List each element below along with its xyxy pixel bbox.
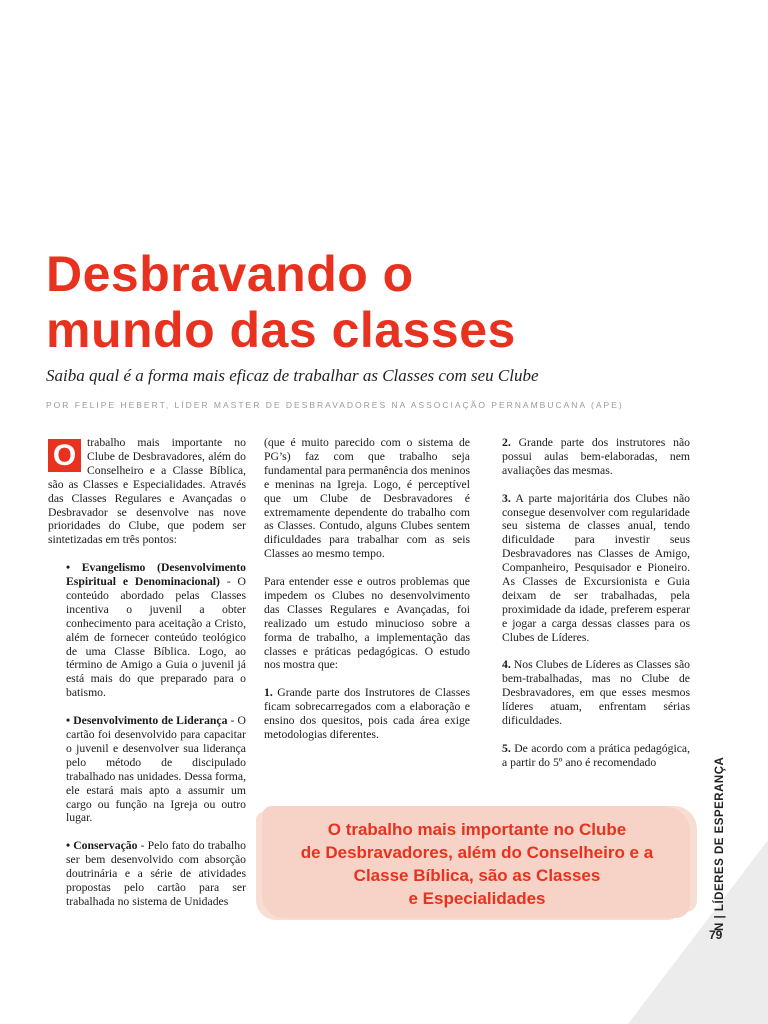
- section-label: N | LÍDERES DE ESPERANÇA: [714, 756, 726, 931]
- pull-quote: [270, 818, 684, 910]
- pull-quote-line: O trabalho mais importante no Clube: [327, 820, 627, 839]
- item-text: Grande parte dos instrutores não possui aulas bem-elaboradas, nem avaliações das mesmas.: [502, 436, 690, 477]
- column-3: [502, 436, 690, 784]
- item-number: 3.: [502, 491, 511, 505]
- author-byline: POR FELIPE HEBERT, LÍDER MASTER DE DESBRAVADORES NA ASSOCIAÇÃO PERNAMBUCANA (APE): [46, 400, 624, 410]
- bullet-heading: • Conservação: [66, 839, 138, 853]
- intro-text: trabalho mais importante no Clube de Desbravadores, além do Conselheiro e a Classe Bíblica, são as Classes e Especialidades. Através das Classes Regulares e Avançadas o Desbravador se desenvolve nas nove prioridades do Clube, que podem ser sintetizadas em três pontos:: [48, 436, 246, 547]
- item-text: Nos Clubes de Líderes as Classes são bem-trabalhadas, mas no Clube de Desbravadores, em que esses mesmos líderes atuam, enfrentam sérias dificuldades.: [502, 658, 690, 728]
- article-title: [46, 246, 706, 358]
- paragraph: Para entender esse e outros problemas que impedem os Clubes no desenvolvimento das Classes Regulares e Avançadas, foi realizado um estudo minucioso sobre a forma de trabalho, a implementação das classes e práticas pedagógicas. O estudo nos mostra que:: [264, 575, 470, 672]
- drop-cap: O: [48, 439, 81, 472]
- bullet-evangelismo: [48, 561, 246, 700]
- bullet-text: - O cartão foi desenvolvido para capacitar o juvenil e desenvolver sua liderança pelo método de discipulado trabalhado nas unidades. Dessa forma, ele estará mais apto a assumir um cargo ou função na Igreja ou outro lugar.: [66, 714, 246, 825]
- item-text: A parte majoritária dos Clubes não consegue desenvolver com regularidade seu sistema de classes anual, tendo dificuldade para investir seus Desbravadores nas Classes de Amigo, Companheiro, Pesquisador e Pioneiro. As Classes de Excursionista e Guia deixam de ser trabalhadas, pela proximidade da idade, preferem esperar e jogar a carga dessas classes para os Clubes de Líderes.: [502, 491, 690, 644]
- intro-paragraph: [48, 436, 246, 547]
- section-number: N: [714, 922, 726, 931]
- section-name: LÍDERES DE ESPERANÇA: [714, 756, 726, 912]
- numbered-item-1: [264, 686, 470, 742]
- article-subtitle: Saiba qual é a forma mais eficaz de trabalhar as Classes com seu Clube: [46, 366, 539, 385]
- title-line-2: mundo das classes: [46, 302, 516, 358]
- bullet-text: - Pelo fato do trabalho ser bem desenvolvido com absorção doutrinária e a série de atividades propostas pelo cartão para ser trabalhada no sistema de Unidades: [66, 839, 246, 908]
- numbered-item-4: [502, 658, 690, 728]
- page-number: 79: [709, 928, 723, 942]
- column-2: [264, 436, 470, 756]
- item-number: 5.: [502, 741, 511, 755]
- column-1: [48, 436, 246, 923]
- item-number: 1.: [264, 686, 273, 700]
- page-corner-decoration: [628, 840, 768, 1024]
- item-text: Grande parte dos Instrutores de Classes ficam sobrecarregados com a elaboração e ensino dos quesitos, pois cada área exige metodologias diferentes.: [264, 686, 470, 741]
- paragraph: (que é muito parecido com o sistema de PG’s) faz com que trabalho seja fundamental para permanência dos meninos e meninas na Igreja. Logo, é perceptível que um Clube de Desbravadores é extremamente dependente do trabalho com as Classes. Contudo, alguns Clubes sentem dificuldades para trabalhar com as seis Classes ao mesmo tempo.: [264, 436, 470, 561]
- pull-quote-line: de Desbravadores, além do Conselheiro e a: [300, 843, 654, 862]
- numbered-item-2: [502, 436, 690, 478]
- pull-quote-line: e Especialidades: [408, 889, 546, 908]
- title-line-1: Desbravando o: [46, 246, 414, 302]
- bullet-heading: • Evangelismo (Desenvolvimento Espiritual e Denominacional): [66, 561, 246, 589]
- bullet-lideranca: [48, 714, 246, 825]
- numbered-item-5: [502, 742, 690, 770]
- numbered-item-3: [502, 492, 690, 645]
- item-number: 2.: [502, 436, 511, 449]
- bullet-heading: • Desenvolvimento de Liderança: [66, 714, 228, 728]
- item-text: De acordo com a prática pedagógica, a partir do 5º ano é recomendado: [502, 741, 690, 769]
- bullet-text: - O conteúdo abordado pelas Classes incentiva o juvenil a obter conhecimento para aceitação a Cristo, além de fornecer conteúdo teológico de uma Classe Bíblica. Logo, ao término de Amigo a Guia o juvenil já está mais do que preparado para o batismo.: [66, 575, 246, 700]
- pull-quote-line: Classe Bíblica, são as Classes: [353, 866, 601, 885]
- item-number: 4.: [502, 658, 511, 672]
- bullet-conservacao: [48, 839, 246, 909]
